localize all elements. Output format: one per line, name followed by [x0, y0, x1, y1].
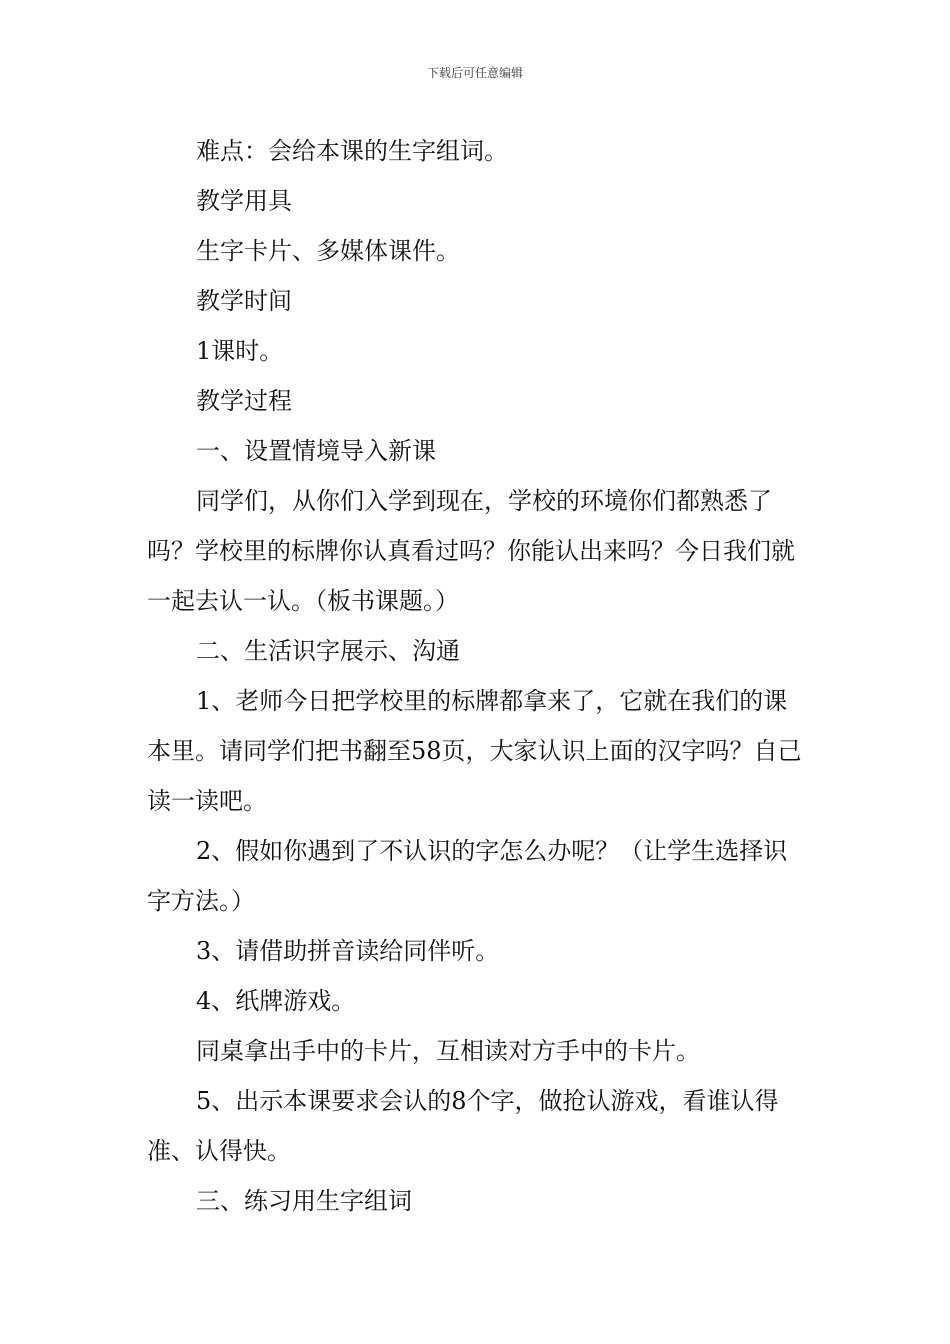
paragraph-time: 1课时。 [196, 337, 284, 365]
section-heading-2: 二、生活识字展示、沟通 [196, 637, 460, 665]
paragraph-card-game: 同桌拿出手中的卡片，互相读对方手中的卡片。 [196, 1037, 700, 1065]
paragraph-step-2: 2、假如你遇到了不认识的字怎么办呢？（让学生选择识字方法。） [147, 837, 788, 915]
paragraph-intro: 同学们，从你们入学到现在，学校的环境你们都熟悉了吗？学校里的标牌你认真看过吗？你能认出来吗？今日我们就一起去认一认。（板书课题。） [147, 487, 795, 615]
paragraph-difficulty: 难点：会给本课的生字组词。 [196, 137, 508, 165]
section-heading-3: 三、练习用生字组词 [196, 1187, 412, 1215]
page-header: 下载后可任意编辑 [426, 66, 523, 80]
section-heading-1: 一、设置情境导入新课 [196, 437, 436, 465]
paragraph-step-1: 1、老师今日把学校里的标牌都拿来了，它就在我们的课本里。请同学们把书翻至58页，大家认识上面的汉字吗？自己读一读吧。 [147, 687, 802, 815]
paragraph-step-4: 4、纸牌游戏。 [196, 987, 356, 1015]
heading-teaching-time: 教学时间 [196, 287, 292, 315]
paragraph-tools: 生字卡片、多媒体课件。 [196, 237, 460, 265]
document-body [147, 126, 807, 1226]
heading-teaching-process: 教学过程 [196, 387, 292, 415]
paragraph-step-5: 5、出示本课要求会认的8个字，做抢认游戏，看谁认得准、认得快。 [147, 1087, 779, 1165]
heading-teaching-tools: 教学用具 [196, 187, 292, 215]
paragraph-step-3: 3、请借助拼音读给同伴听。 [196, 937, 500, 965]
